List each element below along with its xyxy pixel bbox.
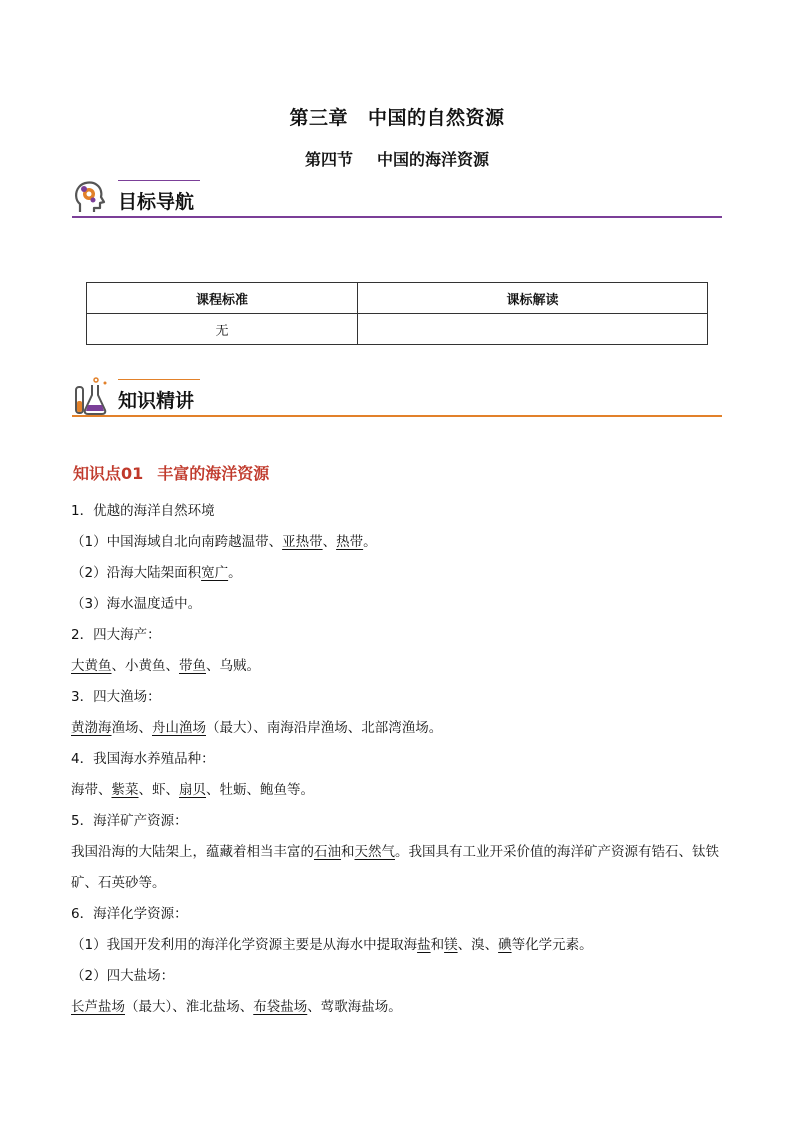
goals-header	[72, 178, 722, 218]
item-fisheries-list: 黄渤海渔场、舟山渔场（最大）、南海沿岸渔场、北部湾渔场。	[71, 720, 443, 736]
item-climate-zones: （1）中国海域自北向南跨越温带、亚热带、热带。	[71, 534, 377, 550]
heading-chemical: 6．海洋化学资源：	[71, 906, 188, 922]
table-cell-standard: 无	[87, 314, 358, 345]
heading-aquaculture: 4．我国海水养殖品种：	[71, 751, 215, 767]
knowledge-content	[71, 496, 731, 1023]
knowledge-header	[72, 377, 722, 417]
knowledge-header-divider	[72, 415, 722, 417]
item-salt-fields-heading: （2）四大盐场：	[71, 968, 175, 984]
knowledge-point-title	[73, 461, 283, 484]
section-name: 中国的海洋资源	[377, 150, 490, 169]
section-number: 第四节	[304, 150, 353, 169]
table-header-standard: 课程标准	[87, 283, 358, 314]
item-minerals-text: 我国沿海的大陆架上，蕴藏着相当丰富的石油和天然气。我国具有工业开采价值的海洋矿产资源有锆石、钛铁矿、石英砂等。	[71, 844, 719, 891]
item-seafood-list: 大黄鱼、小黄鱼、带鱼、乌贼。	[71, 658, 260, 674]
item-aquaculture-list: 海带、紫菜、虾、扇贝、牡蛎、鲍鱼等。	[71, 782, 314, 798]
heading-seafood: 2．四大海产：	[71, 627, 161, 643]
table-header-row	[87, 283, 708, 314]
goals-header-top-line	[118, 180, 200, 181]
heading-fisheries: 3．四大渔场：	[71, 689, 161, 705]
table-cell-interpretation	[358, 314, 708, 345]
table-header-interpretation: 课标解读	[358, 283, 708, 314]
knowledge-point-number: 知识点01	[73, 464, 144, 483]
knowledge-header-top-line	[118, 379, 200, 380]
item-chemical-elements: （1）我国开发利用的海洋化学资源主要是从海水中提取海盐和镁、溴、碘等化学元素。	[71, 937, 593, 953]
flask-icon	[72, 377, 110, 415]
curriculum-standards-table	[86, 282, 708, 345]
section-title	[0, 147, 794, 170]
chapter-number: 第三章	[289, 107, 348, 129]
chapter-title	[0, 103, 794, 130]
chapter-name: 中国的自然资源	[368, 107, 505, 129]
item-continental-shelf: （2）沿海大陆架面积宽广。	[71, 565, 242, 581]
knowledge-header-label: 知识精讲	[118, 390, 195, 412]
knowledge-point-name: 丰富的海洋资源	[157, 464, 270, 483]
heading-environment: 1．优越的海洋自然环境	[71, 503, 215, 519]
head-gears-icon	[72, 178, 110, 216]
goals-header-divider	[72, 216, 722, 218]
item-water-temperature: （3）海水温度适中。	[71, 596, 202, 612]
goals-header-label: 目标导航	[118, 191, 195, 213]
table-row	[87, 314, 708, 345]
item-salt-fields-list: 长芦盐场（最大）、淮北盐场、布袋盐场、莺歌海盐场。	[71, 999, 402, 1015]
heading-minerals: 5．海洋矿产资源：	[71, 813, 188, 829]
